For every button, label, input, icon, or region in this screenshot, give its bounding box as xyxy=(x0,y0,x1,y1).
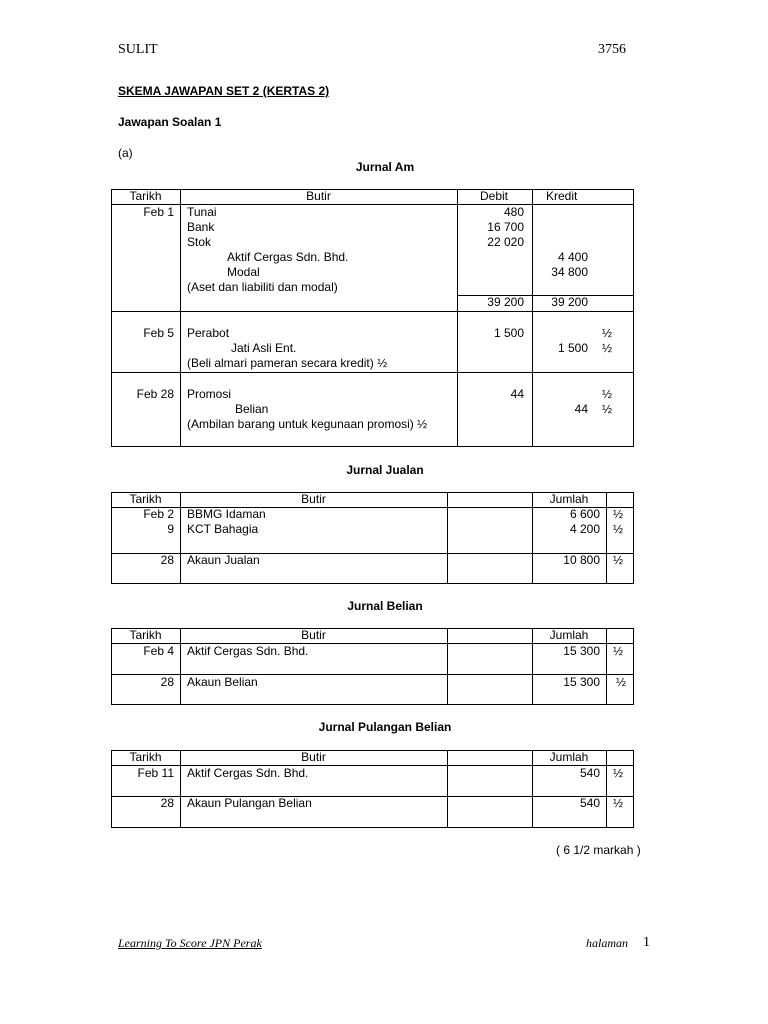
entry3-credit: 44 xyxy=(574,402,588,416)
entry2-line: Perabot xyxy=(187,326,230,340)
header-right: 3756 xyxy=(598,42,626,57)
jurnal-jualan-title: Jurnal Jualan xyxy=(346,463,424,477)
header-debit: Debit xyxy=(480,189,509,203)
entry3-line: (Ambilan barang untuk kegunaan promosi) ½ xyxy=(187,417,428,431)
row-desc: BBMG Idaman xyxy=(187,507,266,521)
jurnal-pulangan-belian-title: Jurnal Pulangan Belian xyxy=(318,720,452,734)
row-date: Feb 4 xyxy=(143,644,174,658)
row-desc: Aktif Cergas Sdn. Bhd. xyxy=(187,644,309,658)
row-date: 28 xyxy=(160,553,174,567)
document-title: SKEMA JAWAPAN SET 2 (KERTAS 2) xyxy=(118,84,330,98)
part-label: (a) xyxy=(118,146,133,160)
row-date: 28 xyxy=(160,675,174,689)
row-desc: KCT Bahagia xyxy=(187,522,259,536)
page-number: 1 xyxy=(643,935,650,950)
entry1-debit: 22 020 xyxy=(487,235,524,249)
entry1-total-debit: 39 200 xyxy=(487,295,524,309)
entry2-line: (Beli almari pameran secara kredit) ½ xyxy=(187,356,388,370)
entry1-line: Bank xyxy=(187,220,215,234)
header-tarikh: Tarikh xyxy=(129,750,162,764)
row-amount: 15 300 xyxy=(563,644,600,658)
row-date: Feb 2 xyxy=(143,507,174,521)
entry2-mark: ½ xyxy=(602,341,613,355)
row-mark: ½ xyxy=(613,796,624,810)
row-amount: 15 300 xyxy=(563,675,600,689)
jurnal-am-title: Jurnal Am xyxy=(355,160,415,174)
row-mark: ½ xyxy=(613,553,624,567)
question-label: Jawapan Soalan 1 xyxy=(118,115,222,129)
header-tarikh: Tarikh xyxy=(129,628,162,642)
header-tarikh: Tarikh xyxy=(129,492,162,506)
row-mark: ½ xyxy=(616,675,627,689)
row-amount: 10 800 xyxy=(563,553,600,567)
footer-page-label: halaman xyxy=(586,936,628,950)
entry1-total-credit: 39 200 xyxy=(551,295,588,309)
row-desc: Akaun Jualan xyxy=(187,553,260,567)
header-tarikh: Tarikh xyxy=(129,189,162,203)
entry3-line: Promosi xyxy=(187,387,232,401)
marks-total: ( 6 1/2 markah ) xyxy=(556,843,641,857)
entry2-line: Jati Asli Ent. xyxy=(231,341,297,355)
row-mark: ½ xyxy=(613,522,624,536)
entry1-credit: 4 400 xyxy=(557,250,588,264)
header-butir: Butir xyxy=(301,628,326,642)
entry1-debit: 16 700 xyxy=(487,220,524,234)
entry1-line: Aktif Cergas Sdn. Bhd. xyxy=(227,250,349,264)
row-desc: Akaun Pulangan Belian xyxy=(187,796,312,810)
header-butir: Butir xyxy=(301,492,326,506)
row-amount: 540 xyxy=(579,796,600,810)
entry1-date: Feb 1 xyxy=(143,205,174,219)
entry3-debit: 44 xyxy=(510,387,524,401)
header-jumlah: Jumlah xyxy=(549,628,589,642)
header-butir: Butir xyxy=(301,750,326,764)
row-mark: ½ xyxy=(613,507,624,521)
header-butir: Butir xyxy=(306,189,331,203)
entry1-line: (Aset dan liabiliti dan modal) xyxy=(187,280,338,294)
header-jumlah: Jumlah xyxy=(549,492,589,506)
row-mark: ½ xyxy=(613,766,624,780)
row-date: 28 xyxy=(160,796,174,810)
row-desc: Aktif Cergas Sdn. Bhd. xyxy=(187,766,309,780)
entry1-line: Stok xyxy=(187,235,212,249)
entry3-mark: ½ xyxy=(602,402,613,416)
entry3-line: Belian xyxy=(235,402,269,416)
entry2-date: Feb 5 xyxy=(143,326,174,340)
row-amount: 6 600 xyxy=(569,507,600,521)
entry3-mark: ½ xyxy=(602,387,613,401)
row-mark: ½ xyxy=(613,644,624,658)
entry1-line: Modal xyxy=(227,265,260,279)
row-amount: 4 200 xyxy=(569,522,600,536)
header-left: SULIT xyxy=(118,42,158,57)
entry1-credit: 34 800 xyxy=(551,265,588,279)
row-amount: 540 xyxy=(579,766,600,780)
entry3-date: Feb 28 xyxy=(136,387,174,401)
entry2-credit: 1 500 xyxy=(557,341,588,355)
row-date: Feb 11 xyxy=(137,766,174,780)
entry1-line: Tunai xyxy=(187,205,217,219)
jurnal-belian-title: Jurnal Belian xyxy=(347,599,423,613)
entry2-mark: ½ xyxy=(602,326,613,340)
row-desc: Akaun Belian xyxy=(187,675,258,689)
header-jumlah: Jumlah xyxy=(549,750,589,764)
entry2-debit: 1 500 xyxy=(493,326,524,340)
entry1-debit: 480 xyxy=(503,205,524,219)
header-kredit: Kredit xyxy=(546,189,578,203)
row-date: 9 xyxy=(167,522,174,536)
footer-left: Learning To Score JPN Perak xyxy=(118,936,262,950)
